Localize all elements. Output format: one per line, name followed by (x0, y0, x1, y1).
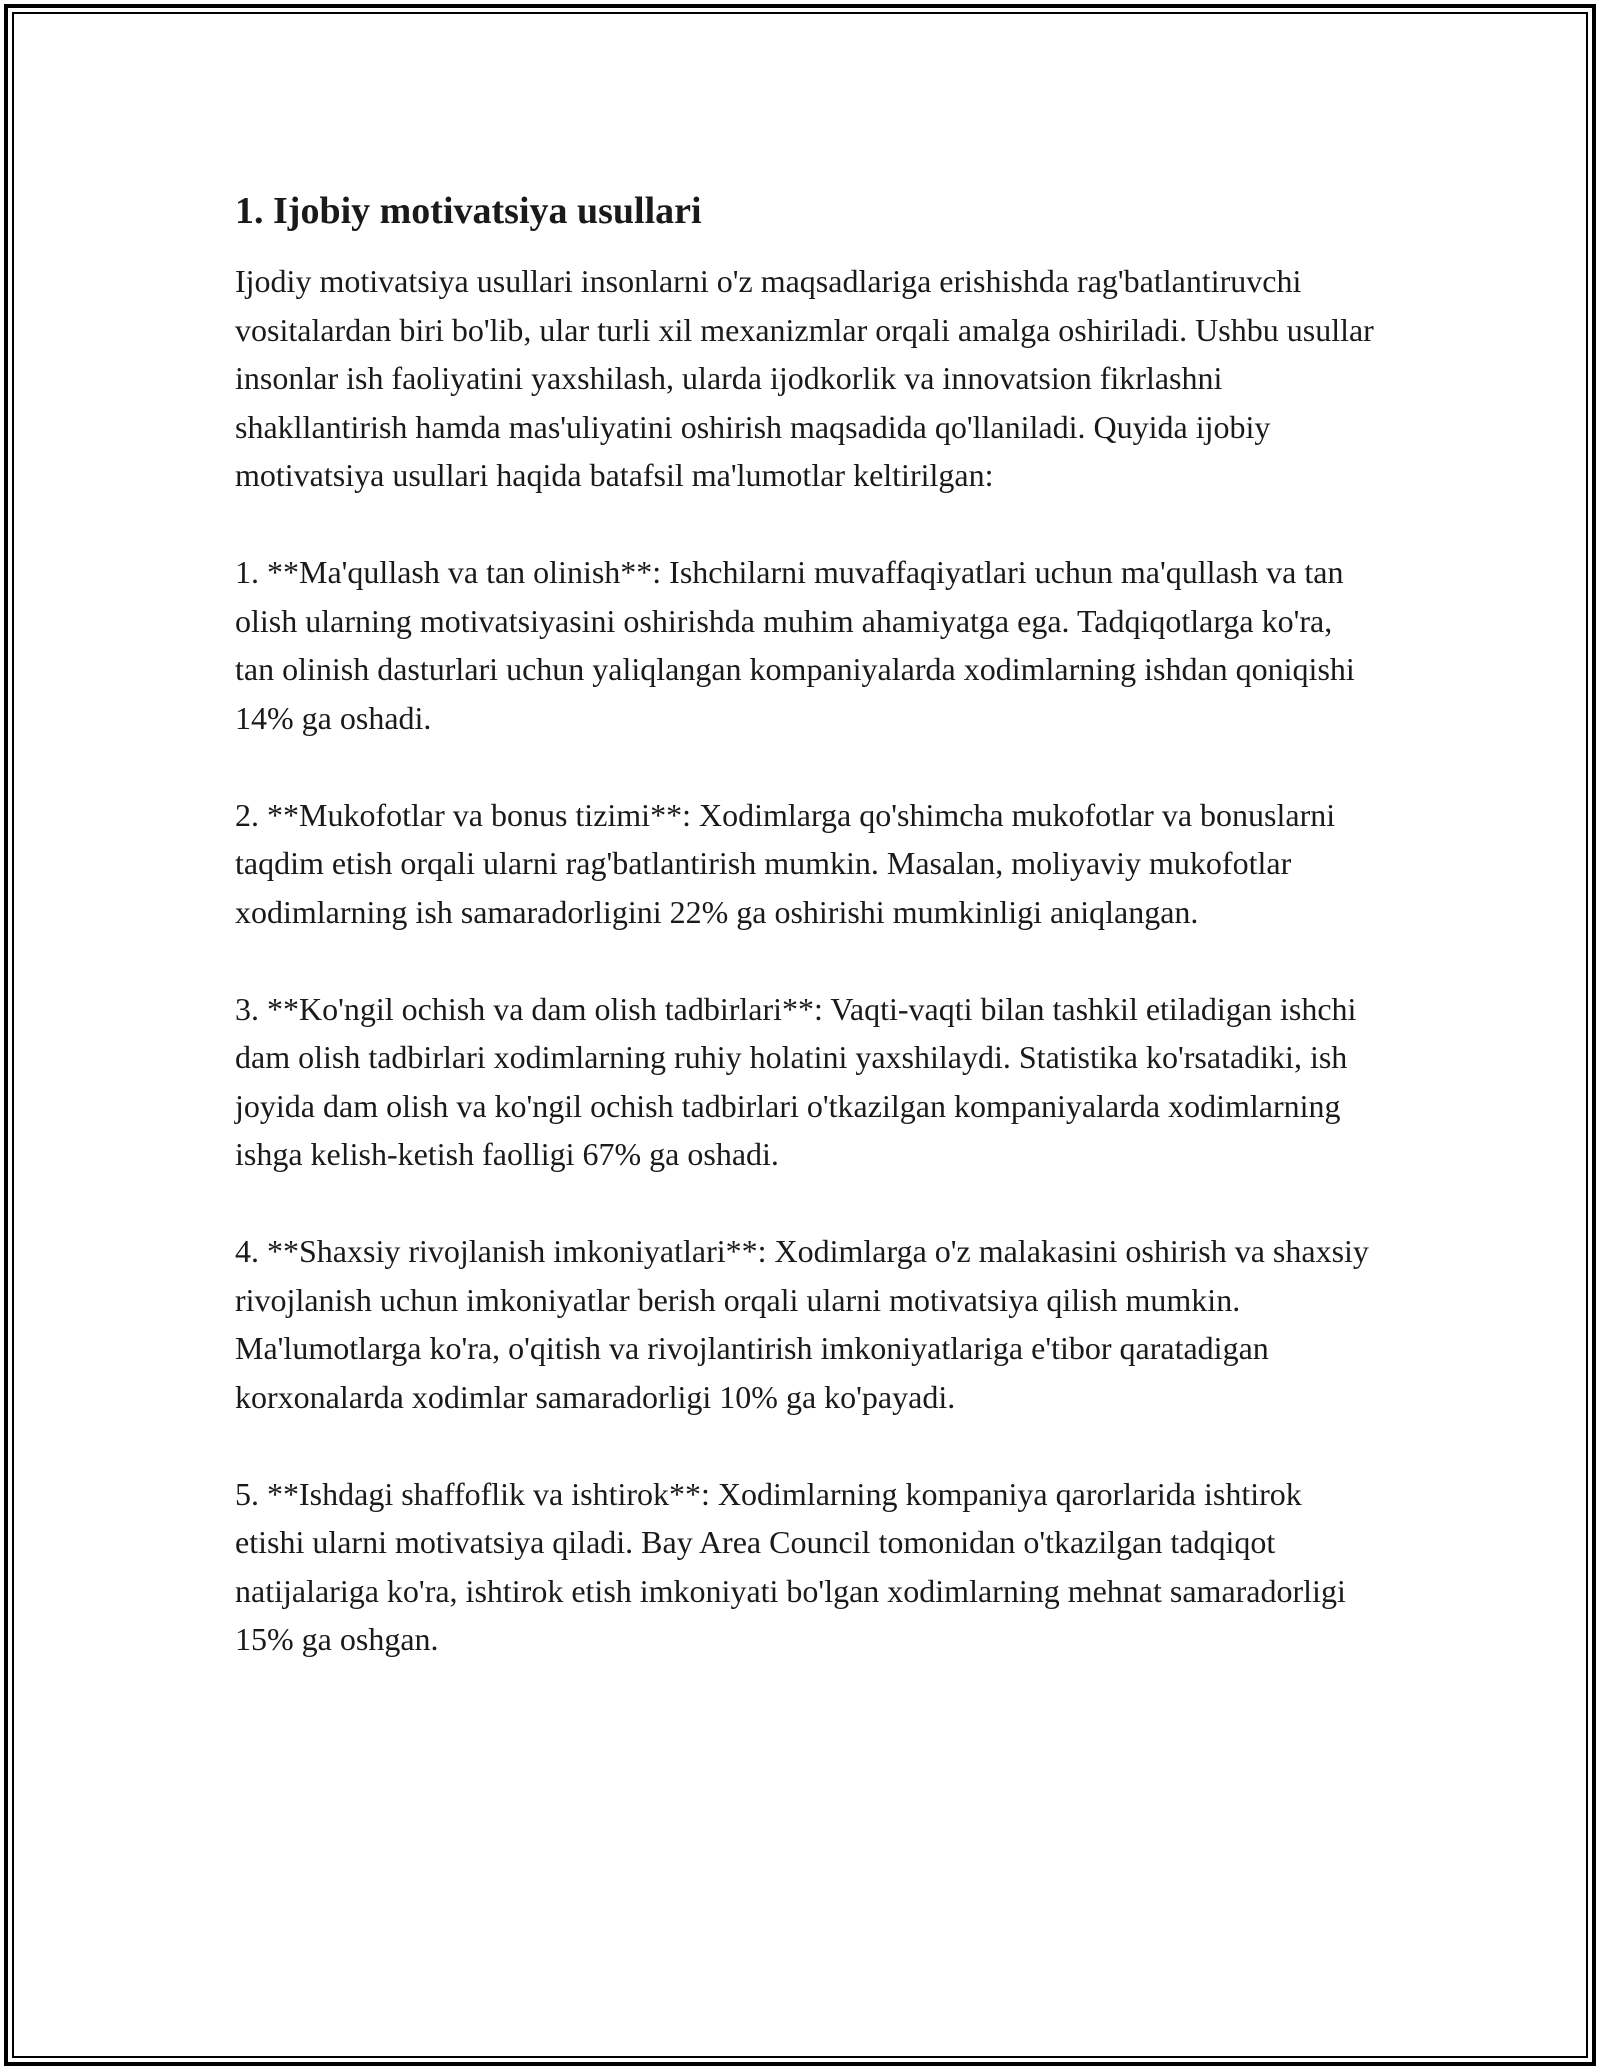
list-item-3: 3. **Ko'ngil ochish va dam olish tadbirlari**: Vaqti-vaqti bilan tashkil etiladigan ishchi dam olish tadbirlari xodimlarning ruhiy holatini yaxshilaydi. Statistika ko'rsatadiki, ish joyida dam olish va ko'ngil ochish tadbirlari o'tkazilgan kompaniyalarda xodimlarning ishga kelish-ketish faolligi 67% ga oshadi. (235, 990, 1357, 1172)
section-heading: 1. Ijobiy motivatsiya usullari (235, 190, 702, 232)
list-item-2: 2. **Mukofotlar va bonus tizimi**: Xodimlarga qo'shimcha mukofotlar va bonuslarni taqdim etish orqali ularni rag'batlantirish mumkin. Masalan, moliyaviy mukofotlar xodimlarning ish samaradorligini 22% ga oshirishi mumkinligi aniqlangan. (235, 796, 1336, 930)
list-item-4: 4. **Shaxsiy rivojlanish imkoniyatlari**: Xodimlarga o'z malakasini oshirish va shaxsiy rivojlanish uchun imkoniyatlar berish orqali ularni motivatsiya qilish mumkin. Ma'lumotlarga ko'ra, o'qitish va rivojlantirish imkoniyatlariga e'tibor qaratadigan korxonalarda xodimlar samaradorligi 10% ga ko'payadi. (235, 1233, 1369, 1415)
document-body (235, 187, 1375, 1712)
intro-paragraph: Ijodiy motivatsiya usullari insonlarni o'z maqsadlariga erishishda rag'batlantiruvchi vositalardan biri bo'lib, ular turli xil mexanizmlar orqali amalga oshiriladi. Ushbu usullar insonlar ish faoliyatini yaxshilash, ularda ijodkorlik va innovatsion fikrlashni shakllantirish hamda mas'uliyatini oshirish maqsadida qo'llaniladi. Quyida ijobiy motivatsiya usullari haqida batafsil ma'lumotlar keltirilgan: (235, 263, 1374, 493)
list-item-1: 1. **Ma'qullash va tan olinish**: Ishchilarni muvaffaqiyatlari uchun ma'qullash va tan olish ularning motivatsiyasini oshirishda muhim ahamiyatga ega. Tadqiqotlarga ko'ra, tan olinish dasturlari uchun yaliqlangan kompaniyalarda xodimlarning ishdan qoniqishi 14% ga oshadi. (235, 554, 1355, 736)
list-item-5: 5. **Ishdagi shaffoflik va ishtirok**: Xodimlarning kompaniya qarorlarida ishtirok etishi ularni motivatsiya qiladi. Bay Area Council tomonidan o'tkazilgan tadqiqot natijalariga ko'ra, ishtirok etish imkoniyati bo'lgan xodimlarning mehnat samaradorligi 15% ga oshgan. (235, 1475, 1346, 1657)
